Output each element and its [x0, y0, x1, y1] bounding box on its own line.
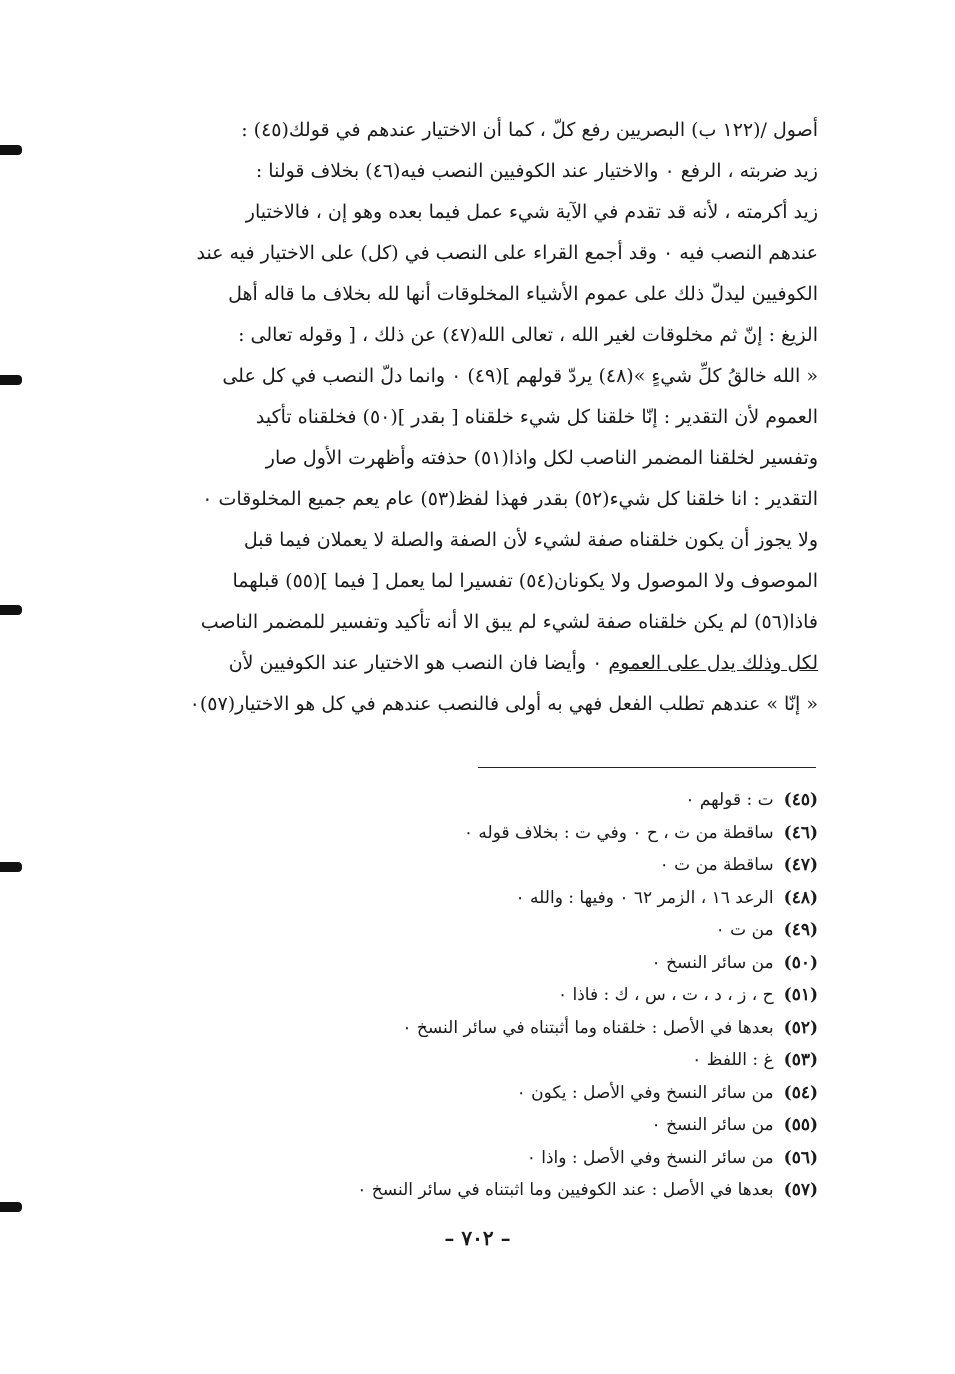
footnote	[230, 914, 818, 947]
binding-mark	[0, 145, 22, 155]
footnote-number: (٤٩)	[783, 920, 818, 940]
footnotes	[230, 784, 818, 1207]
footnote-number: (٥٥)	[783, 1115, 818, 1135]
footnote-number: (٤٨)	[783, 887, 818, 908]
footnote	[230, 1174, 818, 1207]
page-number: – ٧٠٢ –	[444, 1226, 511, 1250]
footnote-number: (٤٥)	[783, 790, 818, 810]
footnote-separator	[478, 767, 816, 768]
footnote	[230, 1044, 818, 1077]
text-line: عندهم النصب فيه ۰ وقد أجمع القراء على النصب في (كل) على الاختيار فيه عند	[196, 242, 818, 264]
text-line: « الله خالقُ كلِّ شيءٍ »(٤٨) يردّ قولهم ](٤٩) ۰ وانما دلّ النصب في كل على	[222, 365, 818, 387]
footnote-text: من سائر النسخ وفي الأصل : يكون ۰	[516, 1082, 774, 1103]
footnote	[230, 1077, 818, 1110]
line-remainder: ۰ وأيضا فان النصب هو الاختيار عند الكوفيين لأن	[228, 652, 609, 674]
text-line: زيد ضربته ، الرفع ۰ والاختيار عند الكوفيين النصب فيه(٤٦) بخلاف قولنا :	[255, 160, 818, 182]
footnote	[230, 1109, 818, 1142]
footnote	[230, 882, 818, 915]
footnote-text: غ : اللفظ ۰	[692, 1050, 774, 1070]
binding-mark	[0, 375, 22, 385]
text-line: الزيغ : إنّ ثم مخلوقات لغير الله ، تعالى الله(٤٧) عن ذلك ، [ وقوله تعالى :	[238, 324, 818, 346]
footnote-text: ساقطة من ت ۰	[659, 855, 774, 875]
text-line: ولا يجوز أن يكون خلقناه صفة لشيء لأن الصفة والصلة لا يعملان فيما قبل	[243, 529, 818, 551]
footnote-text: ح ، ز ، د ، ت ، س ، ك : فاذا ۰	[557, 985, 774, 1005]
footnote-text: ت : قولهم ۰	[685, 790, 774, 810]
footnote	[230, 1142, 818, 1175]
text-line: أصول /(١٢٢ ب) البصريين رفع كلّ ، كما أن الاختيار عندهم في قولك(٤٥) :	[241, 119, 818, 141]
underlined-phrase: لكل وذلك يدل على العموم	[608, 652, 818, 674]
footnote-number: (٤٦)	[783, 822, 818, 843]
footnote-text: بعدها في الأصل : عند الكوفيين وما اثبتناه في سائر النسخ ۰	[357, 1180, 774, 1200]
footnote-text: من ت ۰	[715, 920, 774, 940]
footnote-text: من سائر النسخ وفي الأصل : واذا ۰	[526, 1147, 774, 1168]
footnote-text: الرعد ١٦ ، الزمر ٦٢ ۰ وفيها : والله ۰	[515, 887, 774, 908]
footnote-number: (٥٦)	[783, 1147, 818, 1168]
footnote-number: (٤٧)	[783, 855, 818, 875]
main-text	[118, 110, 818, 725]
text-line: العموم لأن التقدير : إنّا خلقنا كل شيء خلقناه [ بقدر ](٥٠) فخلقناه تأكيد	[255, 406, 818, 428]
footnote-number: (٥١)	[783, 985, 818, 1005]
footnote-text: بعدها في الأصل : خلقناه وما أثبتناه في سائر النسخ ۰	[402, 1017, 774, 1038]
text-line: الكوفيين ليدلّ ذلك على عموم الأشياء المخلوقات أنها لله بخلاف ما قاله أهل	[228, 283, 818, 305]
text-line: فاذا(٥٦) لم يكن خلقناه صفة لشيء لم يبق الا أنه تأكيد وتفسير للمضمر الناصب	[200, 611, 818, 633]
binding-mark	[0, 862, 22, 872]
footnote-number: (٥٧)	[783, 1180, 818, 1200]
text-line: « إنّا » عندهم تطلب الفعل فهي به أولى فالنصب عندهم في كل هو الاختيار(٥٧)۰	[189, 693, 818, 715]
footnote	[230, 849, 818, 882]
text-line: وتفسير لخلقنا المضمر الناصب لكل واذا(٥١) حذفته وأظهرت الأول صار	[265, 447, 818, 469]
footnote-text: ساقطة من ت ، ح ۰ وفي ت : بخلاف قوله ۰	[463, 822, 774, 843]
footnote	[230, 947, 818, 980]
footnote-number: (٥٠)	[783, 952, 818, 973]
binding-mark	[0, 605, 22, 615]
footnote-number: (٥٤)	[783, 1082, 818, 1103]
footnote	[230, 817, 818, 850]
footnote	[230, 784, 818, 817]
text-line: زيد أكرمته ، لأنه قد تقدم في الآية شيء عمل فيما بعده وهو إن ، فالاختيار	[245, 201, 818, 223]
text-line: الموصوف ولا الموصول ولا يكونان(٥٤) تفسيرا لما يعمل [ فيما ](٥٥) قبلهما	[232, 570, 818, 592]
binding-mark	[0, 1202, 22, 1212]
footnote-text: من سائر النسخ ۰	[651, 952, 774, 973]
footnote-number: (٥٣)	[783, 1050, 818, 1070]
footnote	[230, 1012, 818, 1045]
footnote-number: (٥٢)	[783, 1017, 818, 1038]
footnote-text: من سائر النسخ ۰	[651, 1115, 774, 1135]
text-line-underlined	[118, 643, 818, 684]
text-line: التقدير : انا خلقنا كل شيء(٥٢) بقدر فهذا لفظ(٥٣) عام يعم جميع المخلوقات ۰	[202, 488, 818, 510]
footnote	[230, 979, 818, 1012]
